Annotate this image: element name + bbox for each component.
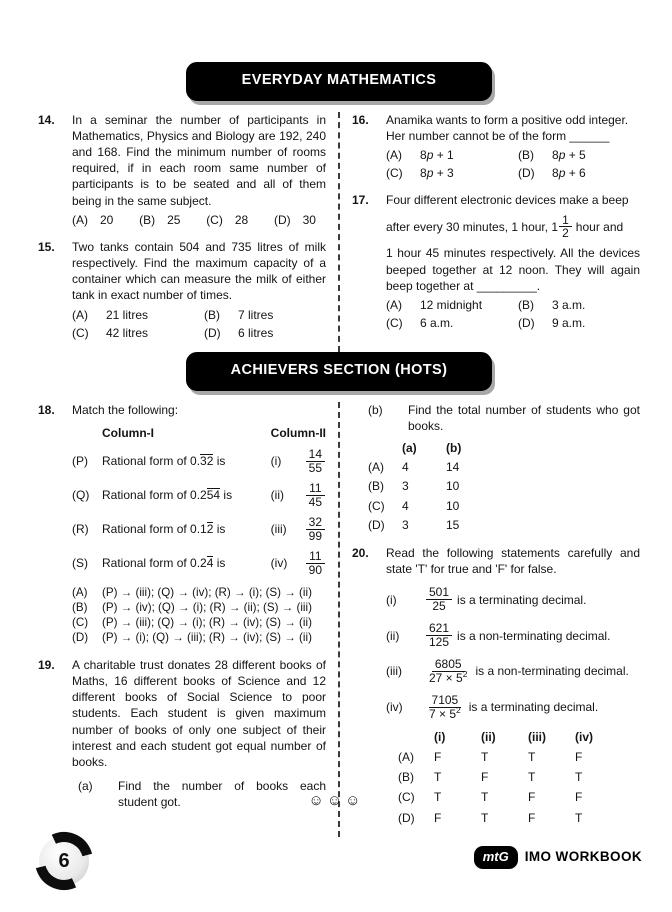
question-number: 17. [352,193,369,208]
match-row-text: Rational form of 0.254 is [102,488,233,503]
statement-text: is a non-terminating decimal. [457,628,611,643]
right-column [352,112,640,352]
statement-i [386,586,640,613]
option [72,307,204,323]
table-row-label: (B) [398,770,414,785]
table-header-b: (b) [446,440,462,455]
question-text-line2: Her number cannot be of the form ______ [386,128,610,143]
question-14 [38,112,326,228]
option [72,630,326,645]
option [72,600,326,615]
question-text-line1: Four different electronic devices make a beep [386,193,629,208]
fraction: $\frac{11}{45}$ [305,482,326,509]
table-cell: F [575,790,583,805]
option-label: (D) [273,212,291,227]
table-header: (iii) [528,729,546,744]
option-label: (B) [518,147,534,162]
option-label: (C) [72,616,89,630]
option [72,212,113,228]
match-row-roman: (iii) [270,522,287,537]
question-text-rest: 1 hour 45 minutes respectively. All the devices beeped together at 12 noon. They will again beep together at _________. [386,246,640,293]
page-number: 6 [58,849,70,872]
option-value: 7 litres [238,307,274,322]
table-row-label: (C) [398,790,415,805]
option-value: 42 litres [106,325,149,340]
option-label: (D) [518,166,535,181]
option-label: (B) [139,212,156,227]
repeating-decimal-bar: 4 [206,556,214,571]
match-row-roman: (ii) [270,488,284,503]
column-divider [338,402,340,837]
table-cell: F [528,790,536,805]
question-number: 19. [38,657,55,672]
option-label: (B) [518,297,534,312]
question-number: 16. [352,112,369,127]
question-text-fraction-line [386,214,640,241]
match-table [72,425,326,577]
options-row [72,212,326,228]
option-value: 6 litres [238,325,274,340]
option-value: 20 [100,212,114,227]
table-cell: T [434,790,442,805]
statement-roman: (i) [386,592,397,607]
options-list [72,585,326,646]
option [72,585,326,600]
question-intro: Match the following: [72,402,179,417]
question-text: A charitable trust donates 28 different books of Maths, 16 different books of Science and 12 different books of Social Science to poor students. Each student is given maximum number of books of only one subject of their interest and each student got equal number of books. [72,657,326,769]
table-row-label: (C) [368,498,385,513]
statement-text: is a terminating decimal. [457,592,587,607]
option-label: (D) [518,316,535,331]
section-banner-achievers: ACHIEVERS SECTION (HOTS) [186,352,492,391]
fraction: $\frac{14}{55}$ [305,448,326,475]
left-column [38,402,326,837]
option [386,147,518,163]
table-header-a: (a) [402,440,417,455]
option-label: (A) [386,147,402,162]
question-20 [352,545,640,826]
table-header: (iv) [575,729,593,744]
table-cell: 10 [446,498,460,513]
table-cell: T [434,770,442,785]
option-label: (A) [72,212,88,227]
sub-question-text: Find the number of books each student got. [118,779,326,810]
mtg-logo: mtG [474,846,518,869]
statement-iv [386,694,640,721]
table-cell: F [434,810,442,825]
option-label: (C) [386,166,403,181]
fraction: $\frac{501}{25}$ [426,586,452,613]
question-text: Two tanks contain 504 and 735 litres of milk respectively. Find the maximum capacity of a container which can measure the milk of either tank in exact number of times. [72,239,326,303]
everyday-section [38,112,640,352]
achievers-section [38,402,640,837]
match-row-text: Rational form of 0.24 is [102,556,226,571]
fraction: $\frac{7105}{7 \times 5^2}$ [429,692,461,721]
sub-question-b [368,402,640,434]
option [518,147,640,163]
option [518,297,640,313]
match-row-text: Rational form of 0.32 is [102,454,226,469]
option-value: 21 litres [106,307,149,322]
question-text: Read the following statements carefully and state 'T' for true and 'F' for false. [386,545,640,577]
repeating-decimal-bar: 54 [206,488,221,503]
table-cell: F [434,750,442,765]
table-corner [398,729,434,745]
table-row-label: (D) [398,810,415,825]
table-row-label: (A) [398,750,414,765]
question-text-line1: Anamika wants to form a positive odd integer. [386,112,629,127]
option [386,165,518,181]
fraction: $\frac{32}{99}$ [305,516,326,543]
table-cell: 14 [446,460,460,475]
mixed-fraction: $\frac{1}{2}$ [559,214,572,241]
option [139,212,180,228]
fraction: $\frac{6805}{27 \times 5^2}$ [429,657,468,686]
option [206,212,248,228]
section-banner-everyday-mathematics: EVERYDAY MATHEMATICS [186,62,492,101]
table-cell: F [528,810,536,825]
table-cell: T [481,810,489,825]
sub-question-text: Find the total number of students who got books. [408,402,640,433]
statement-roman: (ii) [386,628,400,643]
option-value: (P) → (i); (Q) → (iii); (R) → (iv); (S) → (ii) [102,631,312,645]
options-grid [386,147,640,181]
option [274,212,316,228]
option-label: (C) [206,212,223,227]
option-value: 25 [167,212,181,227]
option-label: (B) [204,307,220,322]
option-value: (P) → (iv); (Q) → (i); (R) → (ii); (S) → (iii) [102,600,312,614]
table-cell: 4 [402,498,409,513]
option [518,165,640,181]
right-column [352,402,640,837]
fraction: $\frac{621}{125}$ [426,622,452,649]
statement-roman: (iii) [386,664,402,679]
option-label: (A) [72,585,88,599]
sub-question-label: (a) [78,779,93,794]
statement-ii [386,622,640,649]
table-header: (ii) [481,729,496,744]
option [386,315,518,331]
answers-table-q19 [368,440,640,533]
question-text: In a seminar the number of participants in Mathematics, Physics and Biology are 192, 240 and 168. Find the minimum number of rooms required, if in each room same number of participants is to be seated and all of them being in the same subject. [72,112,326,208]
option-value: 3 a.m. [552,297,586,312]
option-value: 28 [234,212,249,227]
column-divider [338,112,340,352]
repeating-decimal-bar: 2 [206,522,214,537]
option-label: (C) [386,316,403,331]
table-cell: T [528,770,536,785]
option-value: 12 midnight [420,297,483,312]
option-value: (P) → (iii); (Q) → (i); (R) → (iv); (S) → (ii) [102,616,312,630]
option-value: 8p + 5 [552,147,586,162]
option-label: (A) [72,307,88,322]
option [386,297,518,313]
option-value: 30 [302,212,316,227]
option [518,315,640,331]
page-number-circle [32,829,96,893]
match-row-text: Rational form of 0.12 is [102,522,226,537]
table-row-label: (D) [368,517,385,532]
option-value: 9 a.m. [552,316,586,331]
question-19 [38,657,326,811]
sub-question-label: (b) [368,402,383,417]
option-label: (A) [386,297,402,312]
fraction: $\frac{11}{90}$ [305,550,326,577]
option-value: 6 a.m. [420,316,454,331]
match-row-label: (P) [72,454,88,469]
question-18 [38,402,326,646]
option-value: 8p + 6 [552,166,586,181]
table-cell: T [575,770,583,785]
match-row-label: (R) [72,522,89,537]
statement-roman: (iv) [386,700,403,715]
table-row-label: (B) [368,479,384,494]
table-row-label: (A) [368,460,384,475]
table-cell: T [575,810,583,825]
match-row-label: (Q) [72,488,90,503]
column-gap [326,112,352,352]
question-number: 20. [352,545,369,560]
options-grid [386,297,640,331]
statement-text: is a non-terminating decimal. [475,664,629,679]
option [204,307,326,323]
table-cell: F [575,750,583,765]
option-value: (P) → (iii); (Q) → (iv); (R) → (i); (S) → (ii) [102,585,312,599]
table-cell: T [528,750,536,765]
option-value: 8p + 1 [420,147,454,162]
statement-iii [386,658,640,685]
table-cell: 3 [402,479,409,494]
option-label: (B) [72,600,88,614]
question-number: 18. [38,402,55,417]
footer-brand [474,846,642,869]
option-value: 8p + 3 [420,166,454,181]
true-false-table [398,729,640,826]
table-cell: T [481,750,489,765]
table-corner [368,440,402,456]
options-grid [72,307,326,341]
question-17 [352,192,640,331]
option-label: (D) [204,325,221,340]
option [72,615,326,630]
table-cell: 15 [446,517,460,532]
option [72,325,204,341]
table-cell: 10 [446,479,460,494]
smiley-icons: ☺☺☺ [308,792,364,809]
table-cell: F [481,770,489,785]
fraction-line-pre: after every 30 minutes, 1 hour, 1 [386,219,559,234]
match-row-roman: (iv) [270,556,288,571]
column-2-header: Column-II [270,425,326,440]
question-16 [352,112,640,182]
question-15 [38,239,326,341]
table-cell: 3 [402,517,409,532]
option-label: (C) [72,325,89,340]
table-cell: T [481,790,489,805]
statement-text: is a terminating decimal. [468,700,599,715]
workbook-title: IMO WORKBOOK [524,849,642,865]
column-1-header: Column-I [102,425,154,440]
match-row-roman: (i) [270,454,282,469]
question-number: 15. [38,239,55,254]
option [204,325,326,341]
table-header: (i) [434,729,446,744]
match-row-label: (S) [72,556,88,571]
table-cell: 4 [402,460,409,475]
repeating-decimal-bar: 32 [200,454,214,469]
question-number: 14. [38,112,55,127]
fraction-line-post: hour and [575,219,624,234]
option-label: (D) [72,631,89,645]
column-gap [326,402,352,837]
left-column [38,112,326,352]
